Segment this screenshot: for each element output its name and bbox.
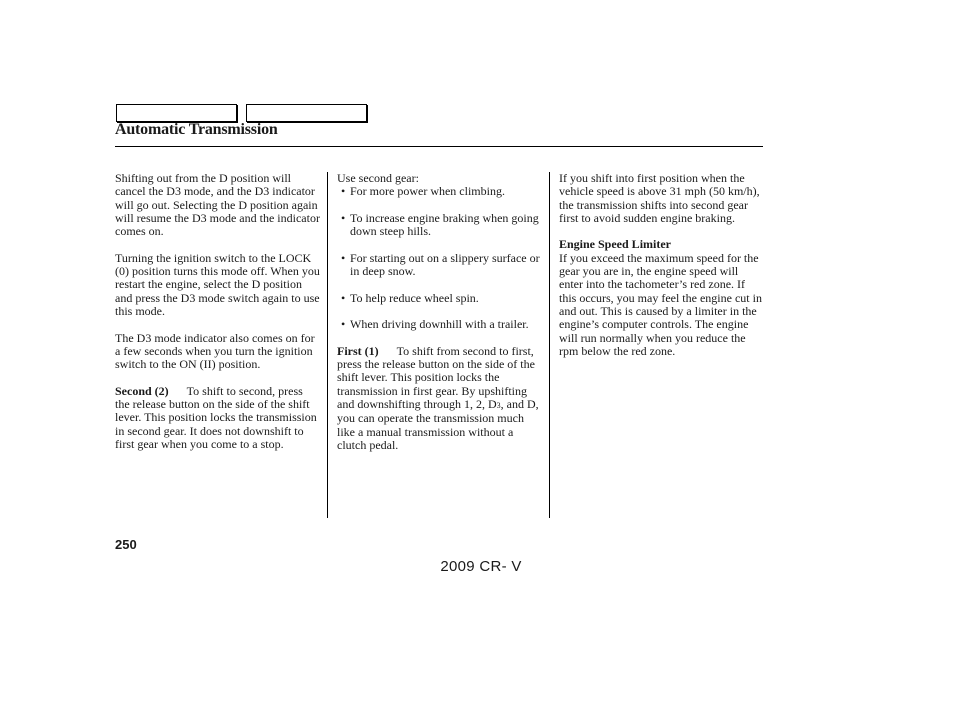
nav-tab-next[interactable] <box>246 104 367 122</box>
column-divider-1 <box>327 172 328 518</box>
page-number: 250 <box>115 537 137 552</box>
engine-speed-limiter-heading: Engine Speed Limiter <box>559 237 672 252</box>
paragraph-engine-speed-limiter: If you exceed the maximum speed for the gear you are in, the engine speed will enter into the tachometer’s red zone. If this occurs, you may feel the engine cut in and out. This is caused by a limiter in the engine’s computer controls. The engine will run normally when you reduce the rpm below the red zone. <box>559 250 762 358</box>
second-gear-heading: Second (2) <box>115 383 169 398</box>
paragraph-first-position-speed: If you shift into first position when the vehicle speed is above 31 mph (50 km/h), the transmission shifts into second gear first to avoid sudden engine braking. <box>559 171 760 225</box>
column-1 <box>115 172 320 451</box>
list-item: • When driving downhill with a trailer. <box>337 318 542 331</box>
bullet-icon: • <box>341 184 346 199</box>
title-rule <box>115 146 763 147</box>
paragraph-d3-cancel: Shifting out from the D position will cancel the D3 mode, and the D3 indicator will go out. Selecting the D position again will resume the D3 mode and the indicator comes on. <box>115 171 320 239</box>
bullet-icon: • <box>341 317 346 332</box>
column-2 <box>337 172 542 452</box>
bullet-icon: • <box>341 290 346 305</box>
first-gear-subscript: 3 <box>496 401 501 411</box>
bullet-icon: • <box>341 250 346 265</box>
column-divider-2 <box>549 172 550 518</box>
list-item: • To help reduce wheel spin. <box>337 292 542 305</box>
nav-tab-previous[interactable] <box>116 104 237 122</box>
list-item: • For more power when climbing. <box>337 185 542 198</box>
list-item: • To increase engine braking when going down steep hills. <box>337 212 542 239</box>
list-item: • For starting out on a slippery surface or in deep snow. <box>337 252 542 279</box>
second-gear-intro: Use second gear: <box>337 171 419 185</box>
footer-model: 2009 CR- V <box>440 558 522 575</box>
second-gear-body: To shift to second, press the release button on the side of the shift lever. This position locks the transmission in second gear. It does not downshift to first gear when you come to a stop. <box>115 383 317 451</box>
paragraph-first-gear <box>337 345 542 452</box>
paragraph-second-gear <box>115 385 320 451</box>
first-gear-body-b: , and D, you can operate the transmission much like a manual transmission without a clutch pedal. <box>337 397 539 452</box>
page-title: Automatic Transmission <box>115 121 278 138</box>
bullet-icon: • <box>341 210 346 225</box>
paragraph-ignition-lock: Turning the ignition switch to the LOCK (0) position turns this mode off. When you restart the engine, select the D position and press the D3 mode switch again to use this mode. <box>115 250 320 318</box>
paragraph-d3-indicator: The D3 mode indicator also comes on for a few seconds when you turn the ignition switch to the ON (II) position. <box>115 330 315 372</box>
first-gear-heading: First (1) <box>337 343 379 358</box>
first-gear-body-a: To shift from second to first, press the release button on the side of the shift lever. This position locks the transmission in first gear. By upshifting and downshifting through 1, 2, D <box>337 343 535 412</box>
column-3 <box>559 172 764 358</box>
